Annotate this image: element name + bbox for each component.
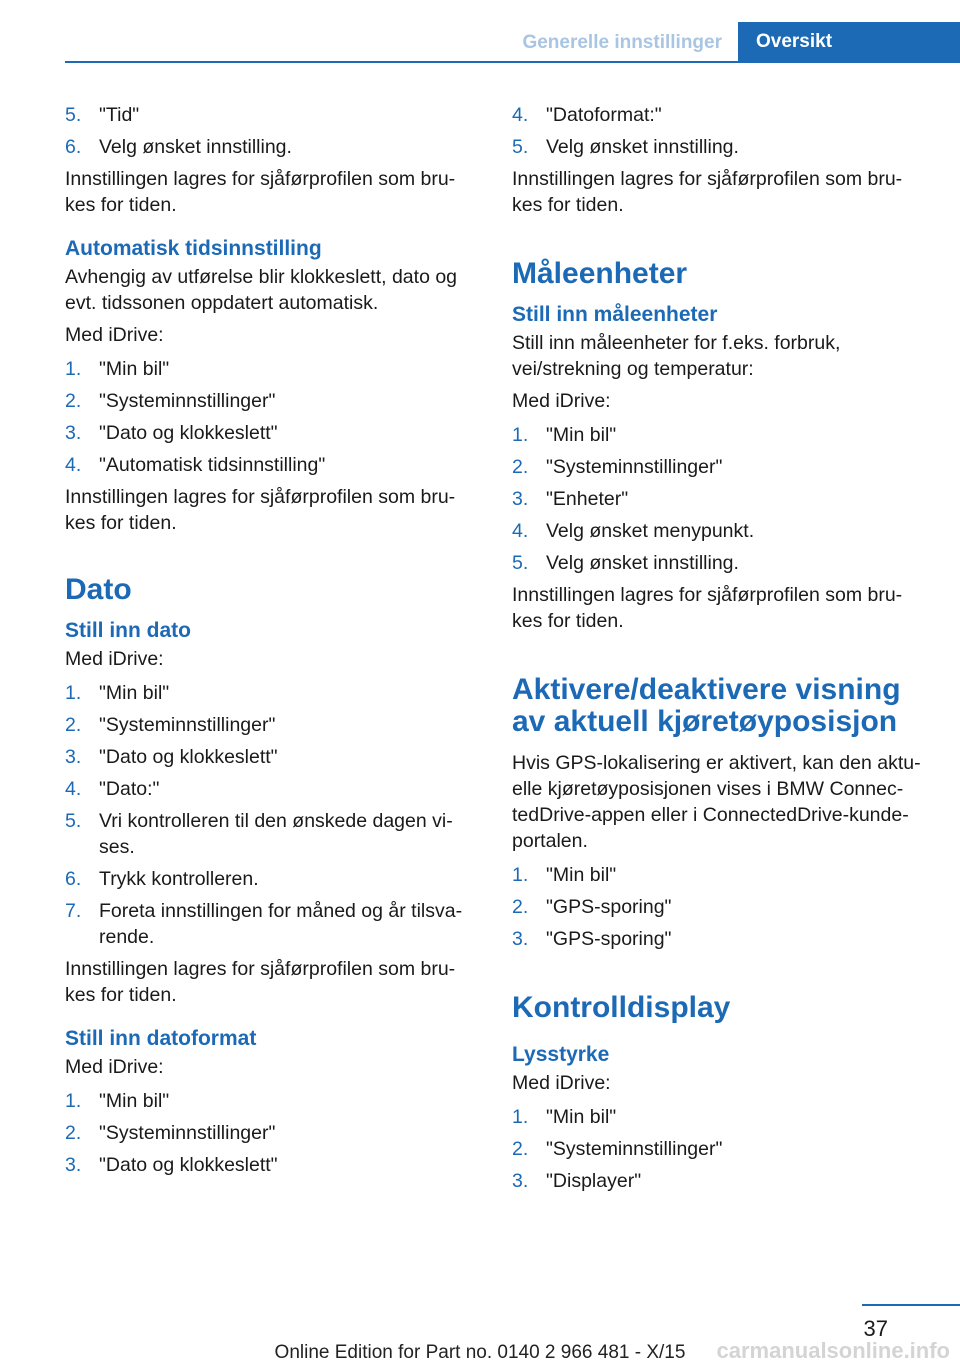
list-item — [512, 550, 932, 576]
page-header — [0, 0, 960, 62]
list-item — [512, 134, 932, 160]
list-item — [512, 454, 932, 480]
list-number: 3. — [65, 1154, 82, 1176]
numbered-list — [512, 422, 932, 576]
numbered-list — [65, 1088, 465, 1178]
list-number: 2. — [512, 1138, 529, 1160]
list-item — [65, 1088, 465, 1114]
list-item — [65, 356, 465, 382]
subheading: Lysstyrke — [512, 1043, 610, 1066]
paragraph: Med iDrive: — [512, 1072, 611, 1094]
list-item — [512, 894, 932, 920]
list-number: 3. — [512, 1170, 529, 1192]
list-text: "GPS-sporing" — [546, 896, 672, 918]
list-text: "Systeminnstillinger" — [99, 390, 276, 412]
list-text: "Min bil" — [99, 682, 170, 704]
list-number: 1. — [65, 682, 82, 704]
list-text: "Min bil" — [546, 424, 617, 446]
list-text: "Systeminnstillinger" — [99, 714, 276, 736]
subheading: Still inn måleenheter — [512, 303, 718, 326]
list-item — [512, 862, 932, 888]
list-number: 5. — [65, 810, 82, 832]
list-number: 5. — [512, 552, 529, 574]
list-number: 1. — [512, 864, 529, 886]
section-heading: Dato — [65, 573, 132, 606]
list-number: 7. — [65, 900, 82, 922]
list-number: 4. — [512, 104, 529, 126]
list-number: 1. — [65, 1090, 82, 1112]
list-item — [65, 420, 465, 446]
list-text: "Dato:" — [99, 778, 160, 800]
paragraph: Innstillingen lagres for sjåførprofilen som bru-kes for tiden. — [65, 958, 456, 1006]
list-text: Velg ønsket innstilling. — [546, 552, 739, 574]
list-number: 3. — [65, 422, 82, 444]
list-item — [65, 866, 465, 892]
watermark: carmanualsonline.info — [716, 1338, 950, 1363]
list-number: 4. — [65, 778, 82, 800]
header-tab: Oversikt — [738, 22, 960, 62]
list-number: 1. — [512, 424, 529, 446]
list-item — [65, 898, 465, 950]
list-item — [512, 1136, 932, 1162]
list-item — [65, 712, 465, 738]
numbered-list — [512, 862, 932, 952]
edition-note: Online Edition for Part no. 0140 2 966 481 - X/15 — [274, 1342, 686, 1363]
list-text: "Displayer" — [546, 1170, 642, 1192]
list-number: 2. — [512, 896, 529, 918]
page-number: 37 — [863, 1316, 888, 1341]
header-section-title: Generelle innstillinger — [522, 32, 722, 53]
subheading: Still inn datoformat — [65, 1027, 257, 1050]
paragraph: Med iDrive: — [65, 324, 164, 346]
paragraph: Avhengig av utførelse blir klokkeslett, dato og evt. tidssonen oppdatert automatisk. — [65, 266, 458, 314]
subheading: Still inn dato — [65, 619, 191, 642]
list-item — [512, 102, 932, 128]
paragraph: Innstillingen lagres for sjåførprofilen som bru-kes for tiden. — [65, 486, 456, 534]
list-number: 2. — [65, 1122, 82, 1144]
list-item — [512, 1104, 932, 1130]
numbered-list — [512, 1104, 932, 1194]
list-item — [65, 680, 465, 706]
list-text: Foreta innstillingen for måned og år tilsva-rende. — [99, 900, 463, 948]
subheading: Automatisk tidsinnstilling — [65, 237, 322, 260]
numbered-list — [65, 102, 465, 160]
list-text: "Dato og klokkeslett" — [99, 1154, 278, 1176]
footer-rule — [862, 1304, 960, 1306]
paragraph: Med iDrive: — [512, 390, 611, 412]
list-item — [512, 926, 932, 952]
paragraph: Still inn måleenheter for f.eks. forbruk, vei/strekning og temperatur: — [512, 332, 841, 380]
list-text: "Min bil" — [99, 1090, 170, 1112]
list-item — [65, 1152, 465, 1178]
list-text: "Systeminnstillinger" — [99, 1122, 276, 1144]
paragraph: Med iDrive: — [65, 1056, 164, 1078]
list-number: 1. — [65, 358, 82, 380]
list-number: 1. — [512, 1106, 529, 1128]
list-text: "Dato og klokkeslett" — [99, 746, 278, 768]
list-number: 3. — [65, 746, 82, 768]
list-item — [65, 102, 465, 128]
paragraph: Med iDrive: — [65, 648, 164, 670]
list-text: Velg ønsket innstilling. — [546, 136, 739, 158]
list-item — [65, 134, 465, 160]
list-text: Vri kontrolleren til den ønskede dagen vi-ses. — [99, 810, 453, 858]
list-item — [65, 1120, 465, 1146]
section-heading: Kontrolldisplay — [512, 991, 731, 1024]
paragraph: Hvis GPS-lokalisering er aktivert, kan den aktu-elle kjøretøyposisjonen vises i BMW Connec-tedDrive-appen eller i ConnectedDrive-kunde-portalen. — [512, 752, 921, 852]
paragraph: Innstillingen lagres for sjåførprofilen som bru-kes for tiden. — [512, 168, 903, 216]
list-text: "Automatisk tidsinnstilling" — [99, 454, 326, 476]
numbered-list — [65, 680, 465, 950]
header-rule — [65, 61, 960, 63]
list-text: "Enheter" — [546, 488, 629, 510]
list-text: "Tid" — [99, 104, 140, 126]
section-heading: Aktivere/deaktivere visning av aktuell kjøretøyposisjon — [512, 673, 901, 738]
list-number: 2. — [65, 390, 82, 412]
list-number: 4. — [512, 520, 529, 542]
list-text: "Systeminnstillinger" — [546, 1138, 723, 1160]
list-text: "Min bil" — [546, 864, 617, 886]
list-item — [65, 744, 465, 770]
list-text: "GPS-sporing" — [546, 928, 672, 950]
list-number: 5. — [65, 104, 82, 126]
list-item — [65, 776, 465, 802]
list-number: 2. — [65, 714, 82, 736]
list-item — [65, 388, 465, 414]
paragraph: Innstillingen lagres for sjåførprofilen som bru-kes for tiden. — [65, 168, 456, 216]
list-text: Velg ønsket innstilling. — [99, 136, 292, 158]
list-text: Velg ønsket menypunkt. — [546, 520, 755, 542]
list-text: "Datoformat:" — [546, 104, 662, 126]
list-text: Trykk kontrolleren. — [99, 868, 259, 890]
list-text: "Min bil" — [99, 358, 170, 380]
paragraph: Innstillingen lagres for sjåførprofilen som bru-kes for tiden. — [512, 584, 903, 632]
list-item — [512, 486, 932, 512]
list-item — [65, 808, 465, 860]
section-heading: Måleenheter — [512, 257, 688, 290]
list-number: 6. — [65, 868, 82, 890]
left-column — [65, 102, 465, 1184]
list-number: 2. — [512, 456, 529, 478]
list-number: 3. — [512, 928, 529, 950]
list-text: "Dato og klokkeslett" — [99, 422, 278, 444]
numbered-list — [65, 356, 465, 478]
list-number: 4. — [65, 454, 82, 476]
list-number: 5. — [512, 136, 529, 158]
list-text: "Systeminnstillinger" — [546, 456, 723, 478]
list-item — [65, 452, 465, 478]
list-number: 3. — [512, 488, 529, 510]
numbered-list — [512, 102, 932, 160]
list-item — [512, 518, 932, 544]
list-number: 6. — [65, 136, 82, 158]
list-text: "Min bil" — [546, 1106, 617, 1128]
list-item — [512, 422, 932, 448]
list-item — [512, 1168, 932, 1194]
right-column — [512, 102, 932, 1200]
